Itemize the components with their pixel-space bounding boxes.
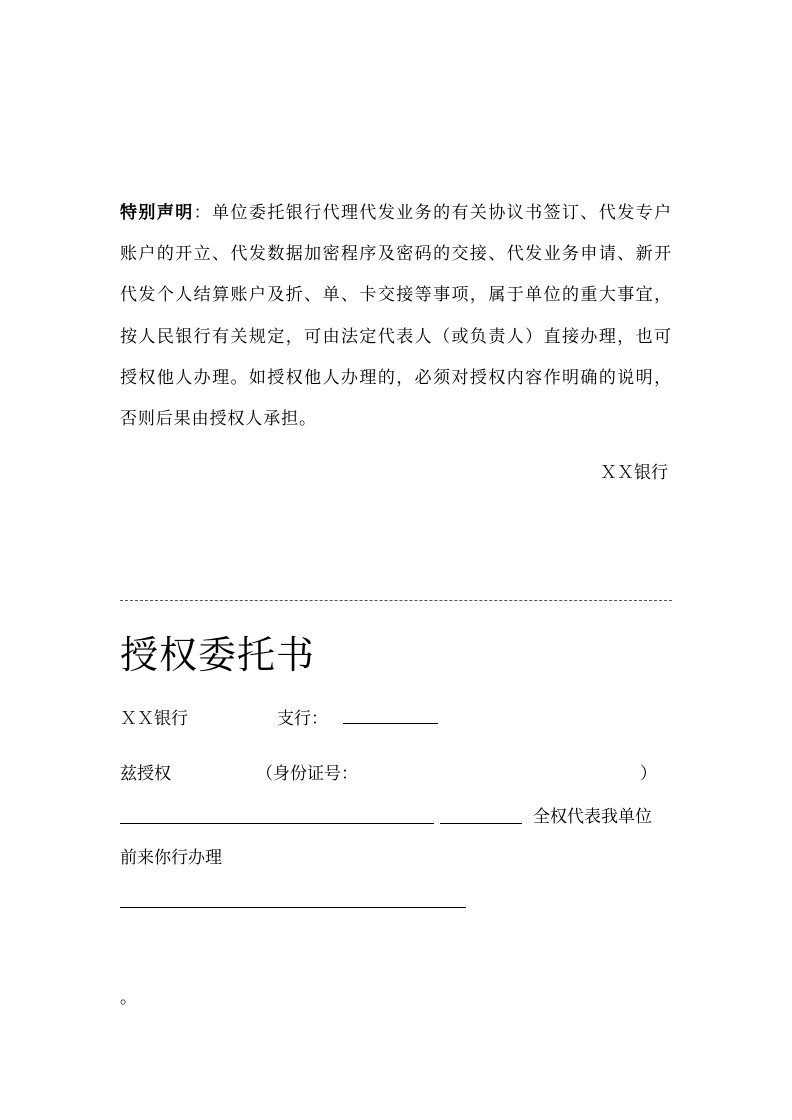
page-title: 授权委托书: [120, 633, 316, 677]
branch-label: 支行：: [277, 709, 328, 729]
special-statement-colon: ：: [193, 203, 213, 223]
authorize-label: 兹授权: [120, 764, 171, 784]
special-statement-heading: 特别声明: [120, 203, 194, 223]
special-statement: [120, 193, 672, 440]
special-statement-body: 单位委托银行代理代发业务的有关协议书签订、代发专户账户的开立、代发数据加密程序及密码的交接、代发业务申请、新开代发个人结算账户及折、单、卡交接等事项，属于单位的重大事宜，按人民银行有关规定，可由法定代表人（或负责人）直接办理，也可授权他人办理。如授权他人办理的，必须对授权内容作明确的说明，否则后果由授权人承担。: [120, 203, 672, 430]
bank-name: ＸＸ银行: [120, 709, 188, 729]
come-text: 前来你行办理: [120, 848, 222, 868]
authorized-blank-long: [120, 823, 434, 824]
branch-blank: [343, 723, 438, 724]
id-number-close: ）: [640, 764, 657, 784]
bank-signature: ＸＸ银行: [600, 463, 668, 483]
dashed-cut-line: [120, 600, 672, 601]
id-number-label: （身份证号：: [256, 764, 358, 784]
end-mark: 。: [120, 988, 137, 1008]
business-blank: [120, 907, 466, 908]
authorized-blank-short: [440, 823, 522, 824]
represent-text: 全权代表我单位: [533, 807, 652, 827]
